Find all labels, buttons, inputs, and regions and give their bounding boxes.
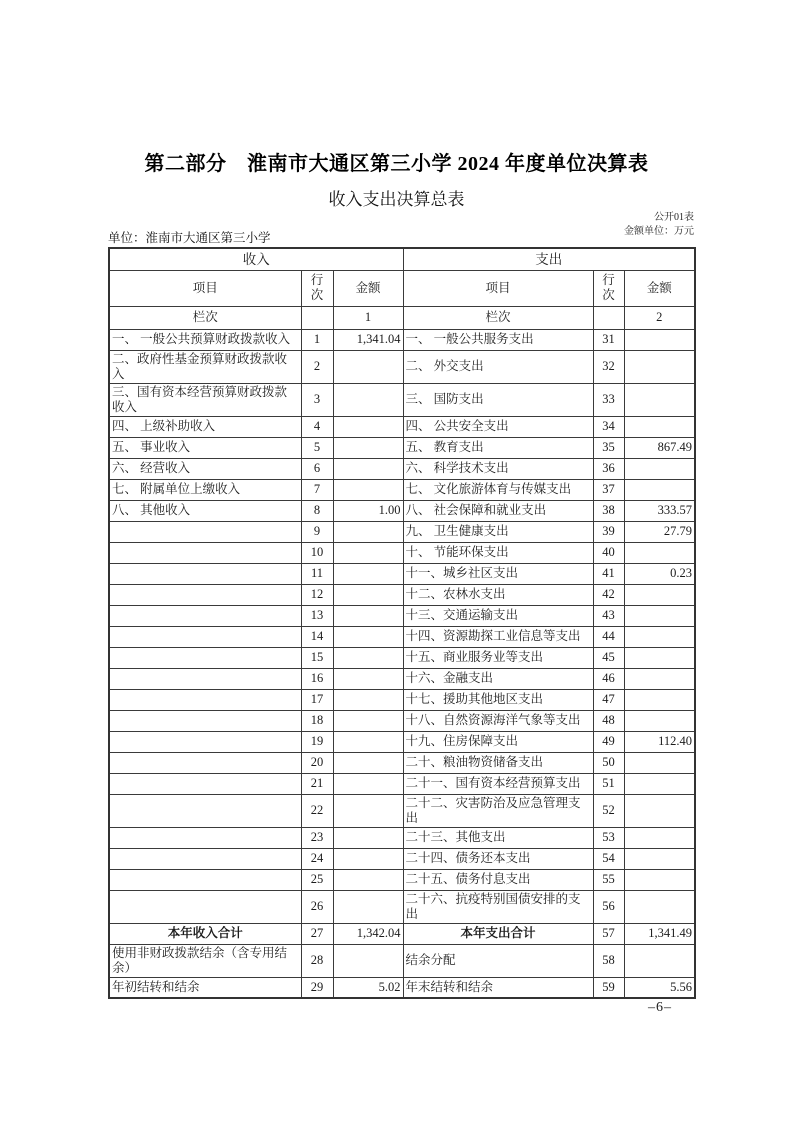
expense-line-cell: 34	[593, 416, 624, 437]
income-line-header	[301, 270, 333, 306]
table-row	[109, 584, 695, 605]
income-line-cell: 2	[301, 350, 333, 383]
income-item-cell	[109, 521, 301, 542]
expense-item-cell: 本年支出合计	[403, 923, 593, 944]
expense-line-cell: 32	[593, 350, 624, 383]
income-amount-cell	[333, 521, 403, 542]
expense-item-cell: 十六、金融支出	[403, 668, 593, 689]
table-row	[109, 626, 695, 647]
income-amount-cell	[333, 731, 403, 752]
income-item-cell	[109, 626, 301, 647]
income-item-cell	[109, 563, 301, 584]
income-item-cell	[109, 773, 301, 794]
income-line-cell: 19	[301, 731, 333, 752]
expense-item-cell: 三、 国防支出	[403, 383, 593, 416]
income-line-cell: 15	[301, 647, 333, 668]
income-line-cell: 25	[301, 869, 333, 890]
income-item-cell	[109, 584, 301, 605]
expense-amount-cell	[624, 752, 695, 773]
expense-amount-cell: 27.79	[624, 521, 695, 542]
income-line-cell: 5	[301, 437, 333, 458]
expense-amount-cell	[624, 944, 695, 977]
table-row	[109, 542, 695, 563]
expense-amount-cell	[624, 605, 695, 626]
income-amount-cell: 1.00	[333, 500, 403, 521]
expense-amount-cell	[624, 416, 695, 437]
income-amount-cell	[333, 668, 403, 689]
income-line-cell: 24	[301, 848, 333, 869]
table-row	[109, 605, 695, 626]
org-label: 单位：淮南市大通区第三小学	[108, 231, 271, 245]
income-line-cell: 10	[301, 542, 333, 563]
expense-amount-cell	[624, 890, 695, 923]
expense-amount-cell	[624, 848, 695, 869]
income-line-cell: 20	[301, 752, 333, 773]
income-item-cell: 一、 一般公共预算财政拨款收入	[109, 329, 301, 350]
income-item-cell: 本年收入合计	[109, 923, 301, 944]
expense-amount-cell	[624, 710, 695, 731]
expense-item-cell: 七、 文化旅游体育与传媒支出	[403, 479, 593, 500]
table-row	[109, 437, 695, 458]
expense-amount-cell	[624, 827, 695, 848]
income-amount-cell	[333, 458, 403, 479]
expense-amount-cell: 112.40	[624, 731, 695, 752]
expense-index-label: 栏次	[403, 306, 593, 329]
expense-item-cell: 十七、援助其他地区支出	[403, 689, 593, 710]
income-section-header: 收入	[109, 248, 403, 270]
expense-item-cell: 十五、商业服务业等支出	[403, 647, 593, 668]
expense-line-cell: 40	[593, 542, 624, 563]
table-row	[109, 977, 695, 998]
expense-item-cell: 十八、自然资源海洋气象等支出	[403, 710, 593, 731]
expense-item-cell: 五、 教育支出	[403, 437, 593, 458]
expense-amount-cell	[624, 869, 695, 890]
income-item-cell	[109, 647, 301, 668]
income-line-cell: 23	[301, 827, 333, 848]
income-line-cell: 13	[301, 605, 333, 626]
table-row	[109, 689, 695, 710]
income-line-cell: 4	[301, 416, 333, 437]
expense-line-cell: 36	[593, 458, 624, 479]
income-amount-cell	[333, 890, 403, 923]
expense-line-cell: 49	[593, 731, 624, 752]
expense-line-cell: 39	[593, 521, 624, 542]
table-row	[109, 827, 695, 848]
page-subtitle: 收入支出决算总表	[328, 190, 465, 209]
expense-amount-cell	[624, 383, 695, 416]
income-item-cell: 五、 事业收入	[109, 437, 301, 458]
income-item-cell: 三、国有资本经营预算财政拨款收入	[109, 383, 301, 416]
income-item-cell	[109, 827, 301, 848]
table-row	[109, 944, 695, 977]
income-amount-cell	[333, 563, 403, 584]
income-amount-cell	[333, 869, 403, 890]
table-row	[109, 416, 695, 437]
table-row	[109, 923, 695, 944]
table-row	[109, 710, 695, 731]
income-line-cell: 11	[301, 563, 333, 584]
table-body	[109, 329, 695, 998]
expense-line-cell: 41	[593, 563, 624, 584]
expense-line-cell: 57	[593, 923, 624, 944]
section-header-row	[109, 248, 695, 270]
table-row	[109, 869, 695, 890]
table-meta	[624, 211, 694, 239]
expense-amount-cell: 1,341.49	[624, 923, 695, 944]
income-item-cell	[109, 869, 301, 890]
income-line-cell: 9	[301, 521, 333, 542]
expense-item-cell: 二十二、灾害防治及应急管理支出	[403, 794, 593, 827]
expense-amount-cell	[624, 479, 695, 500]
income-item-cell	[109, 542, 301, 563]
expense-amount-cell: 0.23	[624, 563, 695, 584]
income-item-cell: 六、 经营收入	[109, 458, 301, 479]
income-item-cell: 四、 上级补助收入	[109, 416, 301, 437]
income-item-cell	[109, 848, 301, 869]
table-row	[109, 383, 695, 416]
income-item-cell	[109, 689, 301, 710]
expense-amount-cell	[624, 773, 695, 794]
income-amount-cell	[333, 827, 403, 848]
income-item-cell	[109, 731, 301, 752]
income-amount-cell: 1,341.04	[333, 329, 403, 350]
income-item-cell: 八、 其他收入	[109, 500, 301, 521]
expense-line-cell: 46	[593, 668, 624, 689]
expense-line-cell: 53	[593, 827, 624, 848]
income-amount-cell	[333, 647, 403, 668]
income-amount-cell	[333, 710, 403, 731]
expense-amount-cell	[624, 329, 695, 350]
expense-line-cell: 35	[593, 437, 624, 458]
table-row	[109, 350, 695, 383]
table-row	[109, 647, 695, 668]
expense-item-cell: 六、 科学技术支出	[403, 458, 593, 479]
income-item-header: 项目	[109, 270, 301, 306]
income-amount-header: 金额	[333, 270, 403, 306]
column-header-row	[109, 270, 695, 306]
expense-amount-cell	[624, 626, 695, 647]
expense-item-cell: 一、 一般公共服务支出	[403, 329, 593, 350]
income-line-cell: 22	[301, 794, 333, 827]
income-item-cell: 七、 附属单位上缴收入	[109, 479, 301, 500]
income-line-cell: 28	[301, 944, 333, 977]
income-item-cell	[109, 752, 301, 773]
expense-line-cell: 48	[593, 710, 624, 731]
income-line-cell: 29	[301, 977, 333, 998]
table-row	[109, 794, 695, 827]
income-item-cell	[109, 668, 301, 689]
income-line-cell: 26	[301, 890, 333, 923]
income-amount-cell	[333, 416, 403, 437]
expense-line-cell: 37	[593, 479, 624, 500]
table-code: 公开01表	[654, 212, 694, 223]
income-line-cell: 8	[301, 500, 333, 521]
expense-item-cell: 二十四、债务还本支出	[403, 848, 593, 869]
income-line-cell: 14	[301, 626, 333, 647]
expense-index-value: 2	[624, 306, 695, 329]
expense-line-cell: 50	[593, 752, 624, 773]
expense-line-cell: 33	[593, 383, 624, 416]
expense-amount-header: 金额	[624, 270, 695, 306]
income-item-cell	[109, 794, 301, 827]
income-amount-cell	[333, 584, 403, 605]
expense-line-cell: 56	[593, 890, 624, 923]
expense-item-cell: 二十五、债务付息支出	[403, 869, 593, 890]
expense-line-cell: 47	[593, 689, 624, 710]
income-line-cell: 1	[301, 329, 333, 350]
table-row	[109, 563, 695, 584]
income-index-line-cell	[301, 306, 333, 329]
expense-line-header-text: 行次	[602, 273, 615, 302]
expense-item-cell: 二十一、国有资本经营预算支出	[403, 773, 593, 794]
expense-line-header	[593, 270, 624, 306]
expense-line-cell: 58	[593, 944, 624, 977]
expense-item-cell: 八、 社会保障和就业支出	[403, 500, 593, 521]
expense-line-cell: 42	[593, 584, 624, 605]
income-amount-cell	[333, 794, 403, 827]
expense-item-cell: 二十六、抗疫特别国债安排的支出	[403, 890, 593, 923]
expense-line-cell: 38	[593, 500, 624, 521]
income-amount-cell	[333, 848, 403, 869]
income-index-label: 栏次	[109, 306, 301, 329]
expense-item-cell: 结余分配	[403, 944, 593, 977]
income-item-cell	[109, 710, 301, 731]
income-amount-cell	[333, 350, 403, 383]
expense-amount-cell	[624, 647, 695, 668]
income-item-cell	[109, 605, 301, 626]
expense-line-cell: 45	[593, 647, 624, 668]
table-row	[109, 458, 695, 479]
table-row	[109, 521, 695, 542]
income-index-value: 1	[333, 306, 403, 329]
income-line-cell: 7	[301, 479, 333, 500]
table-row	[109, 848, 695, 869]
summary-table	[108, 247, 696, 999]
expense-line-cell: 51	[593, 773, 624, 794]
expense-item-cell: 十三、交通运输支出	[403, 605, 593, 626]
income-amount-cell	[333, 944, 403, 977]
expense-line-cell: 43	[593, 605, 624, 626]
income-line-cell: 18	[301, 710, 333, 731]
table-row	[109, 479, 695, 500]
expense-amount-cell: 5.56	[624, 977, 695, 998]
expense-amount-cell	[624, 689, 695, 710]
unit-note: 金额单位：万元	[624, 226, 694, 237]
expense-index-line-cell	[593, 306, 624, 329]
expense-item-cell: 九、 卫生健康支出	[403, 521, 593, 542]
income-amount-cell	[333, 773, 403, 794]
income-line-cell: 12	[301, 584, 333, 605]
page-number: –6–	[648, 1000, 672, 1015]
expense-item-cell: 二十、粮油物资储备支出	[403, 752, 593, 773]
income-item-cell	[109, 890, 301, 923]
income-line-header-text: 行次	[310, 273, 324, 302]
column-index-row	[109, 306, 695, 329]
income-amount-cell	[333, 437, 403, 458]
page-title: 第二部分 淮南市大通区第三小学 2024 年度单位决算表	[144, 153, 649, 175]
table-row	[109, 890, 695, 923]
expense-line-cell: 52	[593, 794, 624, 827]
income-line-cell: 16	[301, 668, 333, 689]
income-amount-cell	[333, 626, 403, 647]
expense-line-cell: 59	[593, 977, 624, 998]
income-line-cell: 3	[301, 383, 333, 416]
expense-amount-cell: 867.49	[624, 437, 695, 458]
expense-line-cell: 54	[593, 848, 624, 869]
expense-item-cell: 十四、资源勘探工业信息等支出	[403, 626, 593, 647]
income-line-cell: 6	[301, 458, 333, 479]
table-row	[109, 731, 695, 752]
expense-item-cell: 十二、农林水支出	[403, 584, 593, 605]
table-row	[109, 329, 695, 350]
table-row	[109, 752, 695, 773]
income-line-cell: 17	[301, 689, 333, 710]
expense-item-cell: 十一、城乡社区支出	[403, 563, 593, 584]
expense-line-cell: 55	[593, 869, 624, 890]
income-amount-cell	[333, 689, 403, 710]
income-amount-cell	[333, 479, 403, 500]
expense-amount-cell	[624, 668, 695, 689]
expense-amount-cell	[624, 542, 695, 563]
income-item-cell: 二、政府性基金预算财政拨款收入	[109, 350, 301, 383]
expense-item-cell: 四、 公共安全支出	[403, 416, 593, 437]
income-line-cell: 27	[301, 923, 333, 944]
income-amount-cell	[333, 752, 403, 773]
expense-item-cell: 十九、住房保障支出	[403, 731, 593, 752]
income-amount-cell	[333, 542, 403, 563]
income-item-cell: 年初结转和结余	[109, 977, 301, 998]
expense-line-cell: 44	[593, 626, 624, 647]
income-item-cell: 使用非财政拨款结余（含专用结余）	[109, 944, 301, 977]
income-amount-cell	[333, 383, 403, 416]
expense-amount-cell	[624, 584, 695, 605]
expense-amount-cell	[624, 350, 695, 383]
expense-item-header: 项目	[403, 270, 593, 306]
table-row	[109, 668, 695, 689]
table-row	[109, 500, 695, 521]
income-line-cell: 21	[301, 773, 333, 794]
table-row	[109, 773, 695, 794]
expense-line-cell: 31	[593, 329, 624, 350]
expense-amount-cell	[624, 794, 695, 827]
income-amount-cell	[333, 605, 403, 626]
expense-amount-cell: 333.57	[624, 500, 695, 521]
expense-item-cell: 十、 节能环保支出	[403, 542, 593, 563]
expense-section-header: 支出	[403, 248, 695, 270]
income-amount-cell: 1,342.04	[333, 923, 403, 944]
expense-item-cell: 二十三、其他支出	[403, 827, 593, 848]
income-amount-cell: 5.02	[333, 977, 403, 998]
expense-item-cell: 二、 外交支出	[403, 350, 593, 383]
expense-item-cell: 年末结转和结余	[403, 977, 593, 998]
expense-amount-cell	[624, 458, 695, 479]
